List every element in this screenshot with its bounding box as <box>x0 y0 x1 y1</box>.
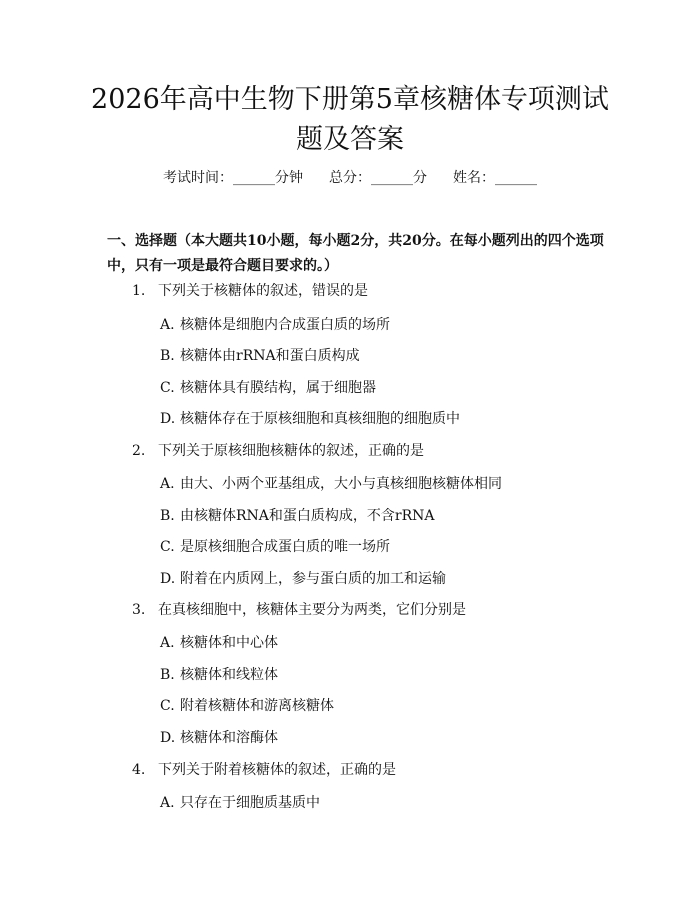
question-2-option-d <box>160 569 446 589</box>
question-stem: 下列关于核糖体的叙述，错误的是 <box>158 283 368 299</box>
option-letter: D. <box>160 730 176 746</box>
option-letter: A. <box>160 317 175 333</box>
option-text: 核糖体由rRNA和蛋白质构成 <box>180 348 360 364</box>
option-text: 核糖体存在于原核细胞和真核细胞的细胞质中 <box>180 411 460 427</box>
question-stem: 下列关于原核细胞核糖体的叙述，正确的是 <box>158 443 424 459</box>
option-text: 核糖体和溶酶体 <box>180 730 278 746</box>
option-letter: A. <box>160 635 175 651</box>
option-text: 是原核细胞合成蛋白质的唯一场所 <box>180 539 390 555</box>
question-2-option-c <box>160 537 390 557</box>
option-text: 附着在内质网上，参与蛋白质的加工和运输 <box>180 571 446 587</box>
option-letter: C. <box>160 380 175 396</box>
question-stem: 下列关于附着核糖体的叙述，正确的是 <box>158 762 396 778</box>
question-2 <box>132 441 424 461</box>
question-1-option-c <box>160 378 376 398</box>
option-letter: C. <box>160 698 175 714</box>
option-text: 核糖体和中心体 <box>180 635 278 651</box>
question-number: 2. <box>132 443 146 459</box>
option-text: 核糖体和线粒体 <box>180 667 278 683</box>
question-number: 3. <box>132 602 146 618</box>
question-1-option-d <box>160 409 460 429</box>
question-1 <box>132 281 368 301</box>
option-letter: B. <box>160 667 175 683</box>
option-text: 由核糖体RNA和蛋白质构成，不含rRNA <box>180 508 435 524</box>
section-heading-choice: 一、选择题（本大题共10小题，每小题2分，共20分。在每小题列出的四个选项中，只有一项是最符合题目要求的。） <box>107 233 604 274</box>
option-letter: D. <box>160 411 176 427</box>
option-text: 核糖体具有膜结构，属于细胞器 <box>180 380 376 396</box>
exam-time-field: 考试时间：______分钟 <box>163 170 303 186</box>
option-text: 核糖体是细胞内合成蛋白质的场所 <box>180 317 390 333</box>
total-score-field: 总分：______分 <box>329 170 427 186</box>
question-3-option-d <box>160 728 278 748</box>
document-title: 2026年高中生物下册第5章核糖体专项测试题及答案 <box>91 84 609 155</box>
student-name-field: 姓名：______ <box>453 170 537 186</box>
option-text: 只存在于细胞质基质中 <box>180 795 320 811</box>
option-letter: A. <box>160 476 175 492</box>
question-1-option-b <box>160 346 360 366</box>
question-3-option-a <box>160 633 278 653</box>
option-text: 附着核糖体和游离核糖体 <box>180 698 334 714</box>
option-text: 由大、小两个亚基组成，大小与真核细胞核糖体相同 <box>180 476 502 492</box>
question-3-option-b <box>160 665 278 685</box>
exam-meta-line <box>0 168 700 188</box>
question-1-option-a <box>160 315 390 335</box>
option-letter: B. <box>160 508 175 524</box>
question-3-option-c <box>160 696 334 716</box>
option-letter: A. <box>160 795 175 811</box>
question-number: 4. <box>132 762 146 778</box>
question-2-option-a <box>160 474 502 494</box>
question-4-option-a <box>160 793 320 813</box>
option-letter: D. <box>160 571 176 587</box>
option-letter: C. <box>160 539 175 555</box>
option-letter: B. <box>160 348 175 364</box>
question-2-option-b <box>160 506 435 526</box>
question-4 <box>132 760 396 780</box>
question-stem: 在真核细胞中，核糖体主要分为两类，它们分别是 <box>158 602 466 618</box>
question-number: 1. <box>132 283 146 299</box>
question-3 <box>132 600 466 620</box>
